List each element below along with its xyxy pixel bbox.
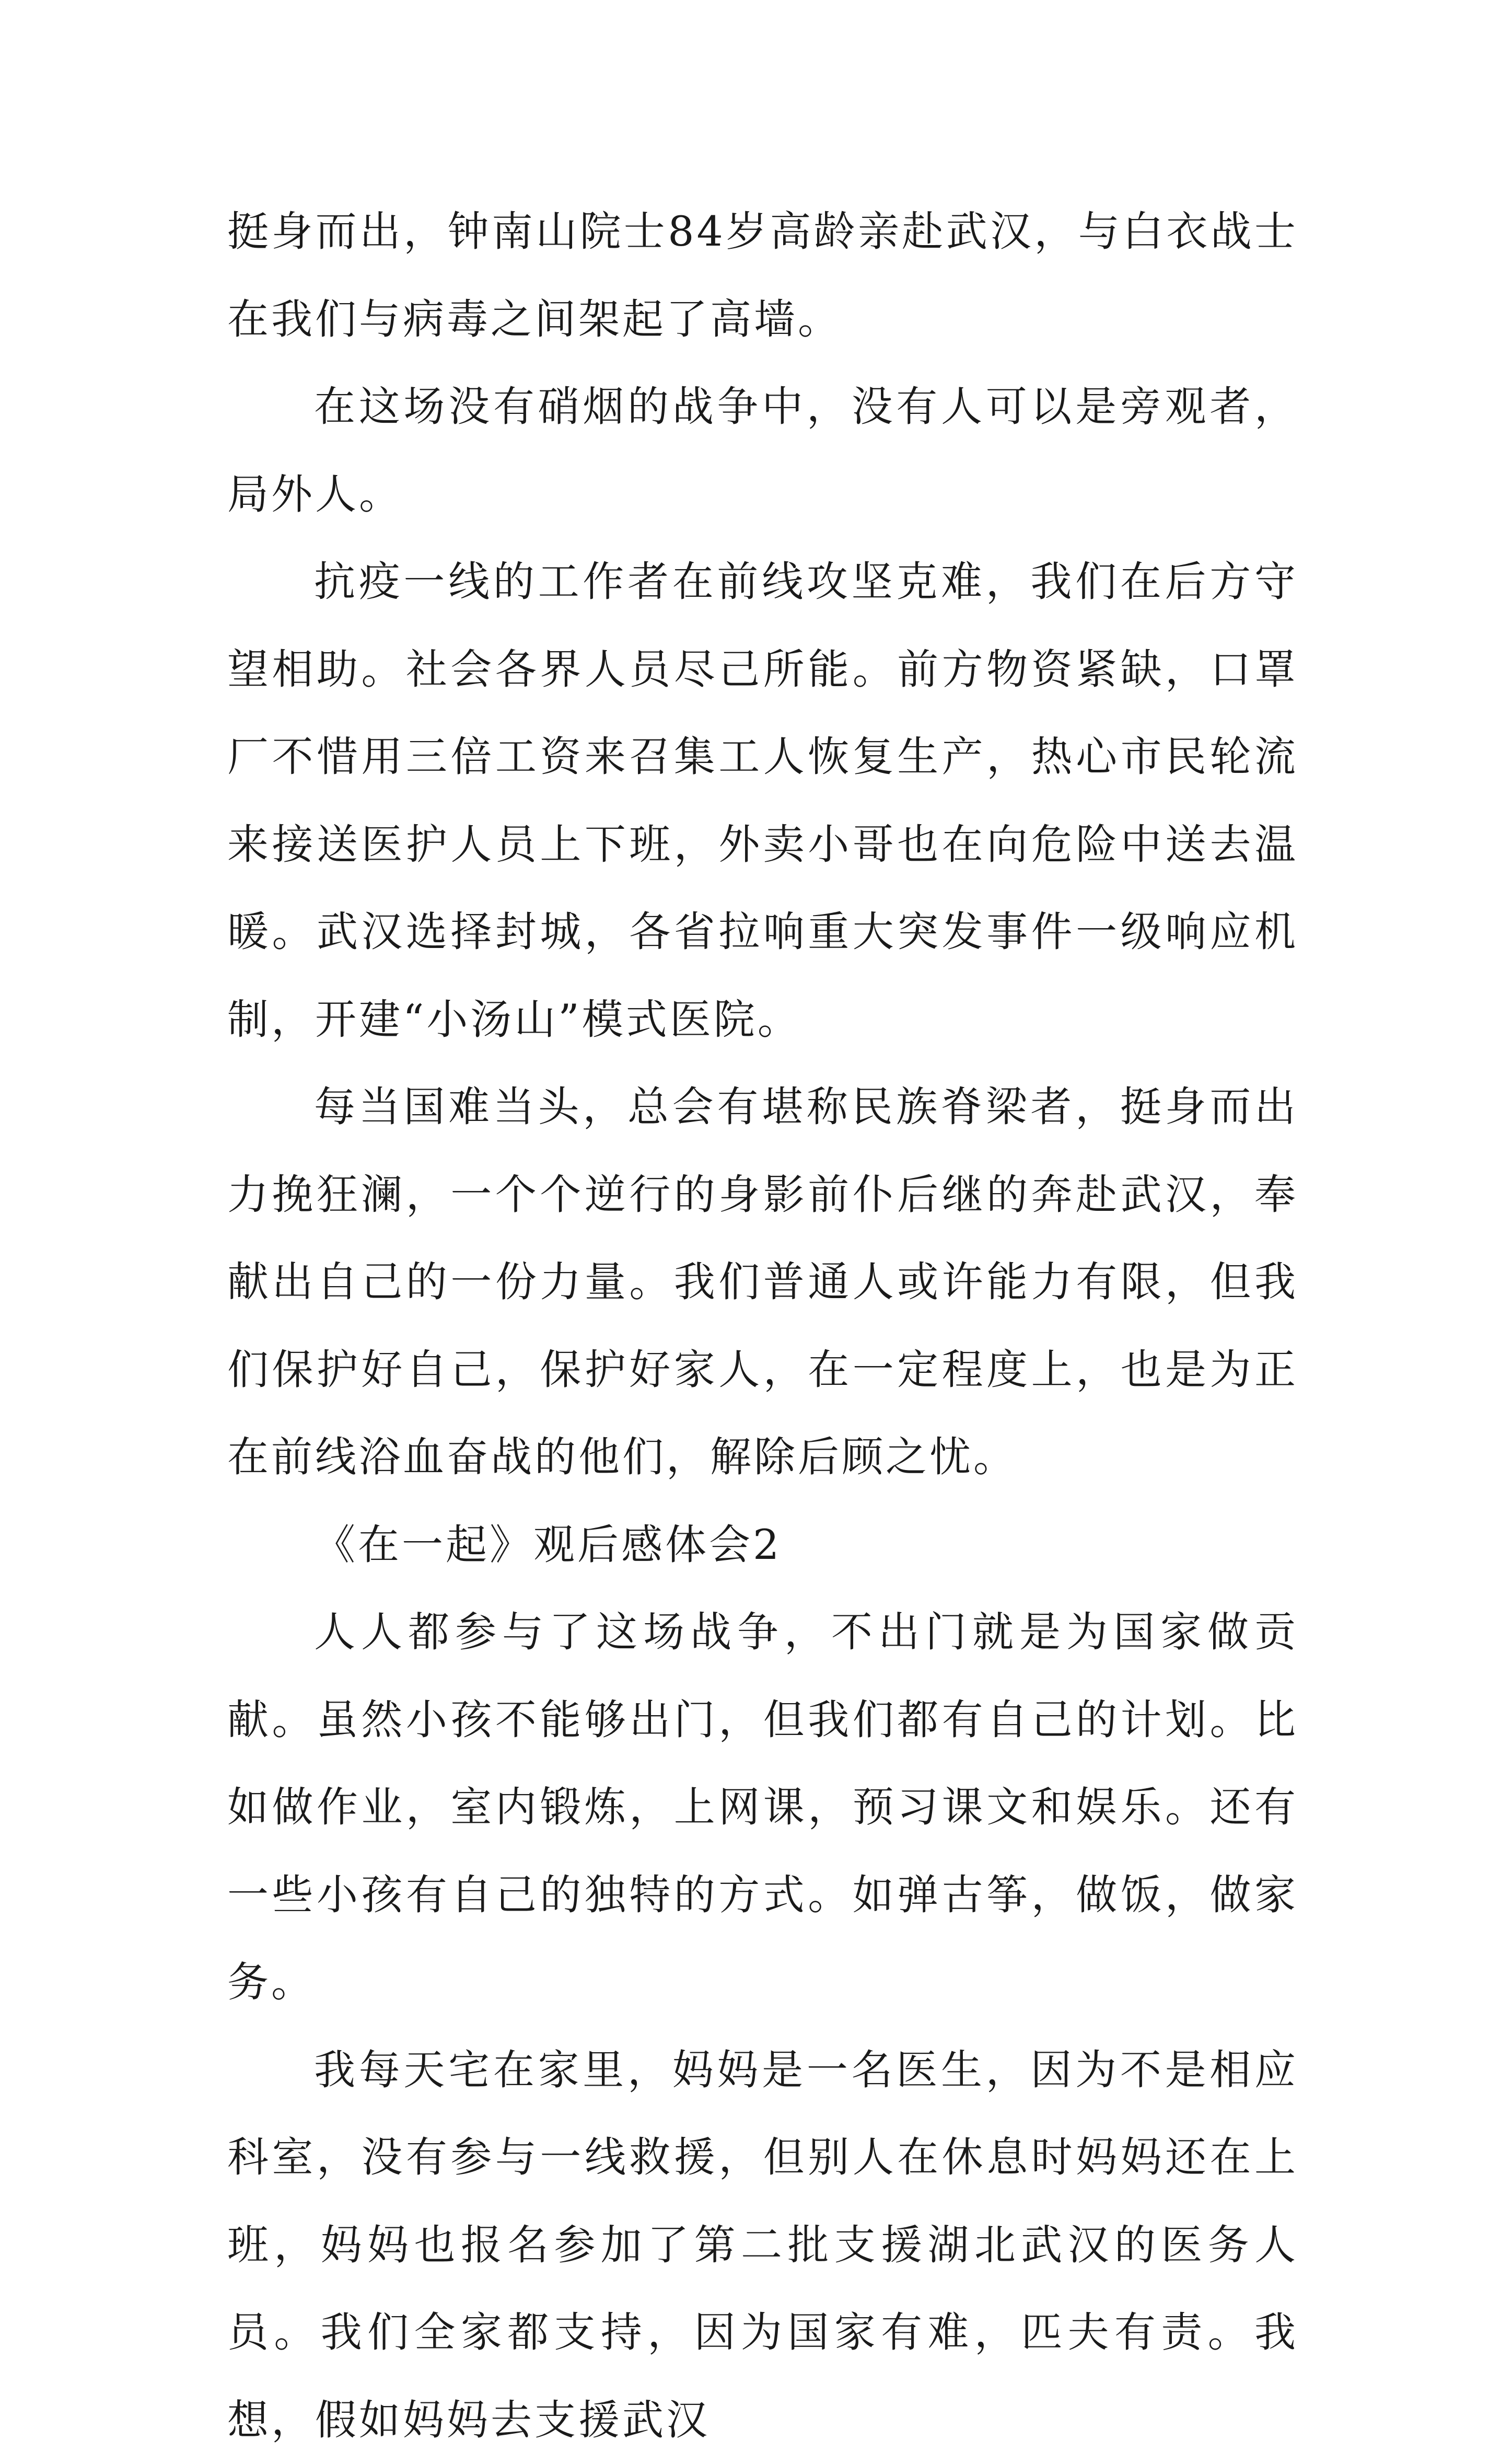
paragraph-3: 抗疫一线的工作者在前线攻坚克难，我们在后方守望相助。社会各界人员尽己所能。前方物资紧缺，口罩厂不惜用三倍工资来召集工人恢复生产，热心市民轮流来接送医护人员上下班，外卖小哥也在向危险中送去温暖。武汉选择封城，各省拉响重大突发事件一级响应机制，开建“小汤山”模式医院。: [227, 538, 1298, 1063]
paragraph-4: 每当国难当头，总会有堪称民族脊梁者，挺身而出力挽狂澜，一个个逆行的身影前仆后继的奔赴武汉，奉献出自己的一份力量。我们普通人或许能力有限，但我们保护好自己，保护好家人，在一定程度上，也是为正在前线浴血奋战的他们，解除后顾之忧。: [227, 1063, 1298, 1501]
paragraph-6: 我每天宅在家里，妈妈是一名医生，因为不是相应科室，没有参与一线救援，但别人在休息时妈妈还在上班，妈妈也报名参加了第二批支援湖北武汉的医务人员。我们全家都支持，因为国家有难，匹夫有责。我想，假如妈妈去支援武汉: [227, 2027, 1298, 2464]
paragraph-5: 人人都参与了这场战争，不出门就是为国家做贡献。虽然小孩不能够出门，但我们都有自己的计划。比如做作业，室内锻炼，上网课，预习课文和娱乐。还有一些小孩有自己的独特的方式。如弹古筝，做饭，做家务。: [227, 1589, 1298, 2027]
section-heading: 《在一起》观后感体会2: [227, 1501, 1298, 1589]
document-body: [227, 188, 1298, 2464]
paragraph-1: 挺身而出，钟南山院士84岁高龄亲赴武汉，与白衣战士在我们与病毒之间架起了高墙。: [227, 188, 1298, 363]
paragraph-2: 在这场没有硝烟的战争中，没有人可以是旁观者，局外人。: [227, 363, 1298, 538]
